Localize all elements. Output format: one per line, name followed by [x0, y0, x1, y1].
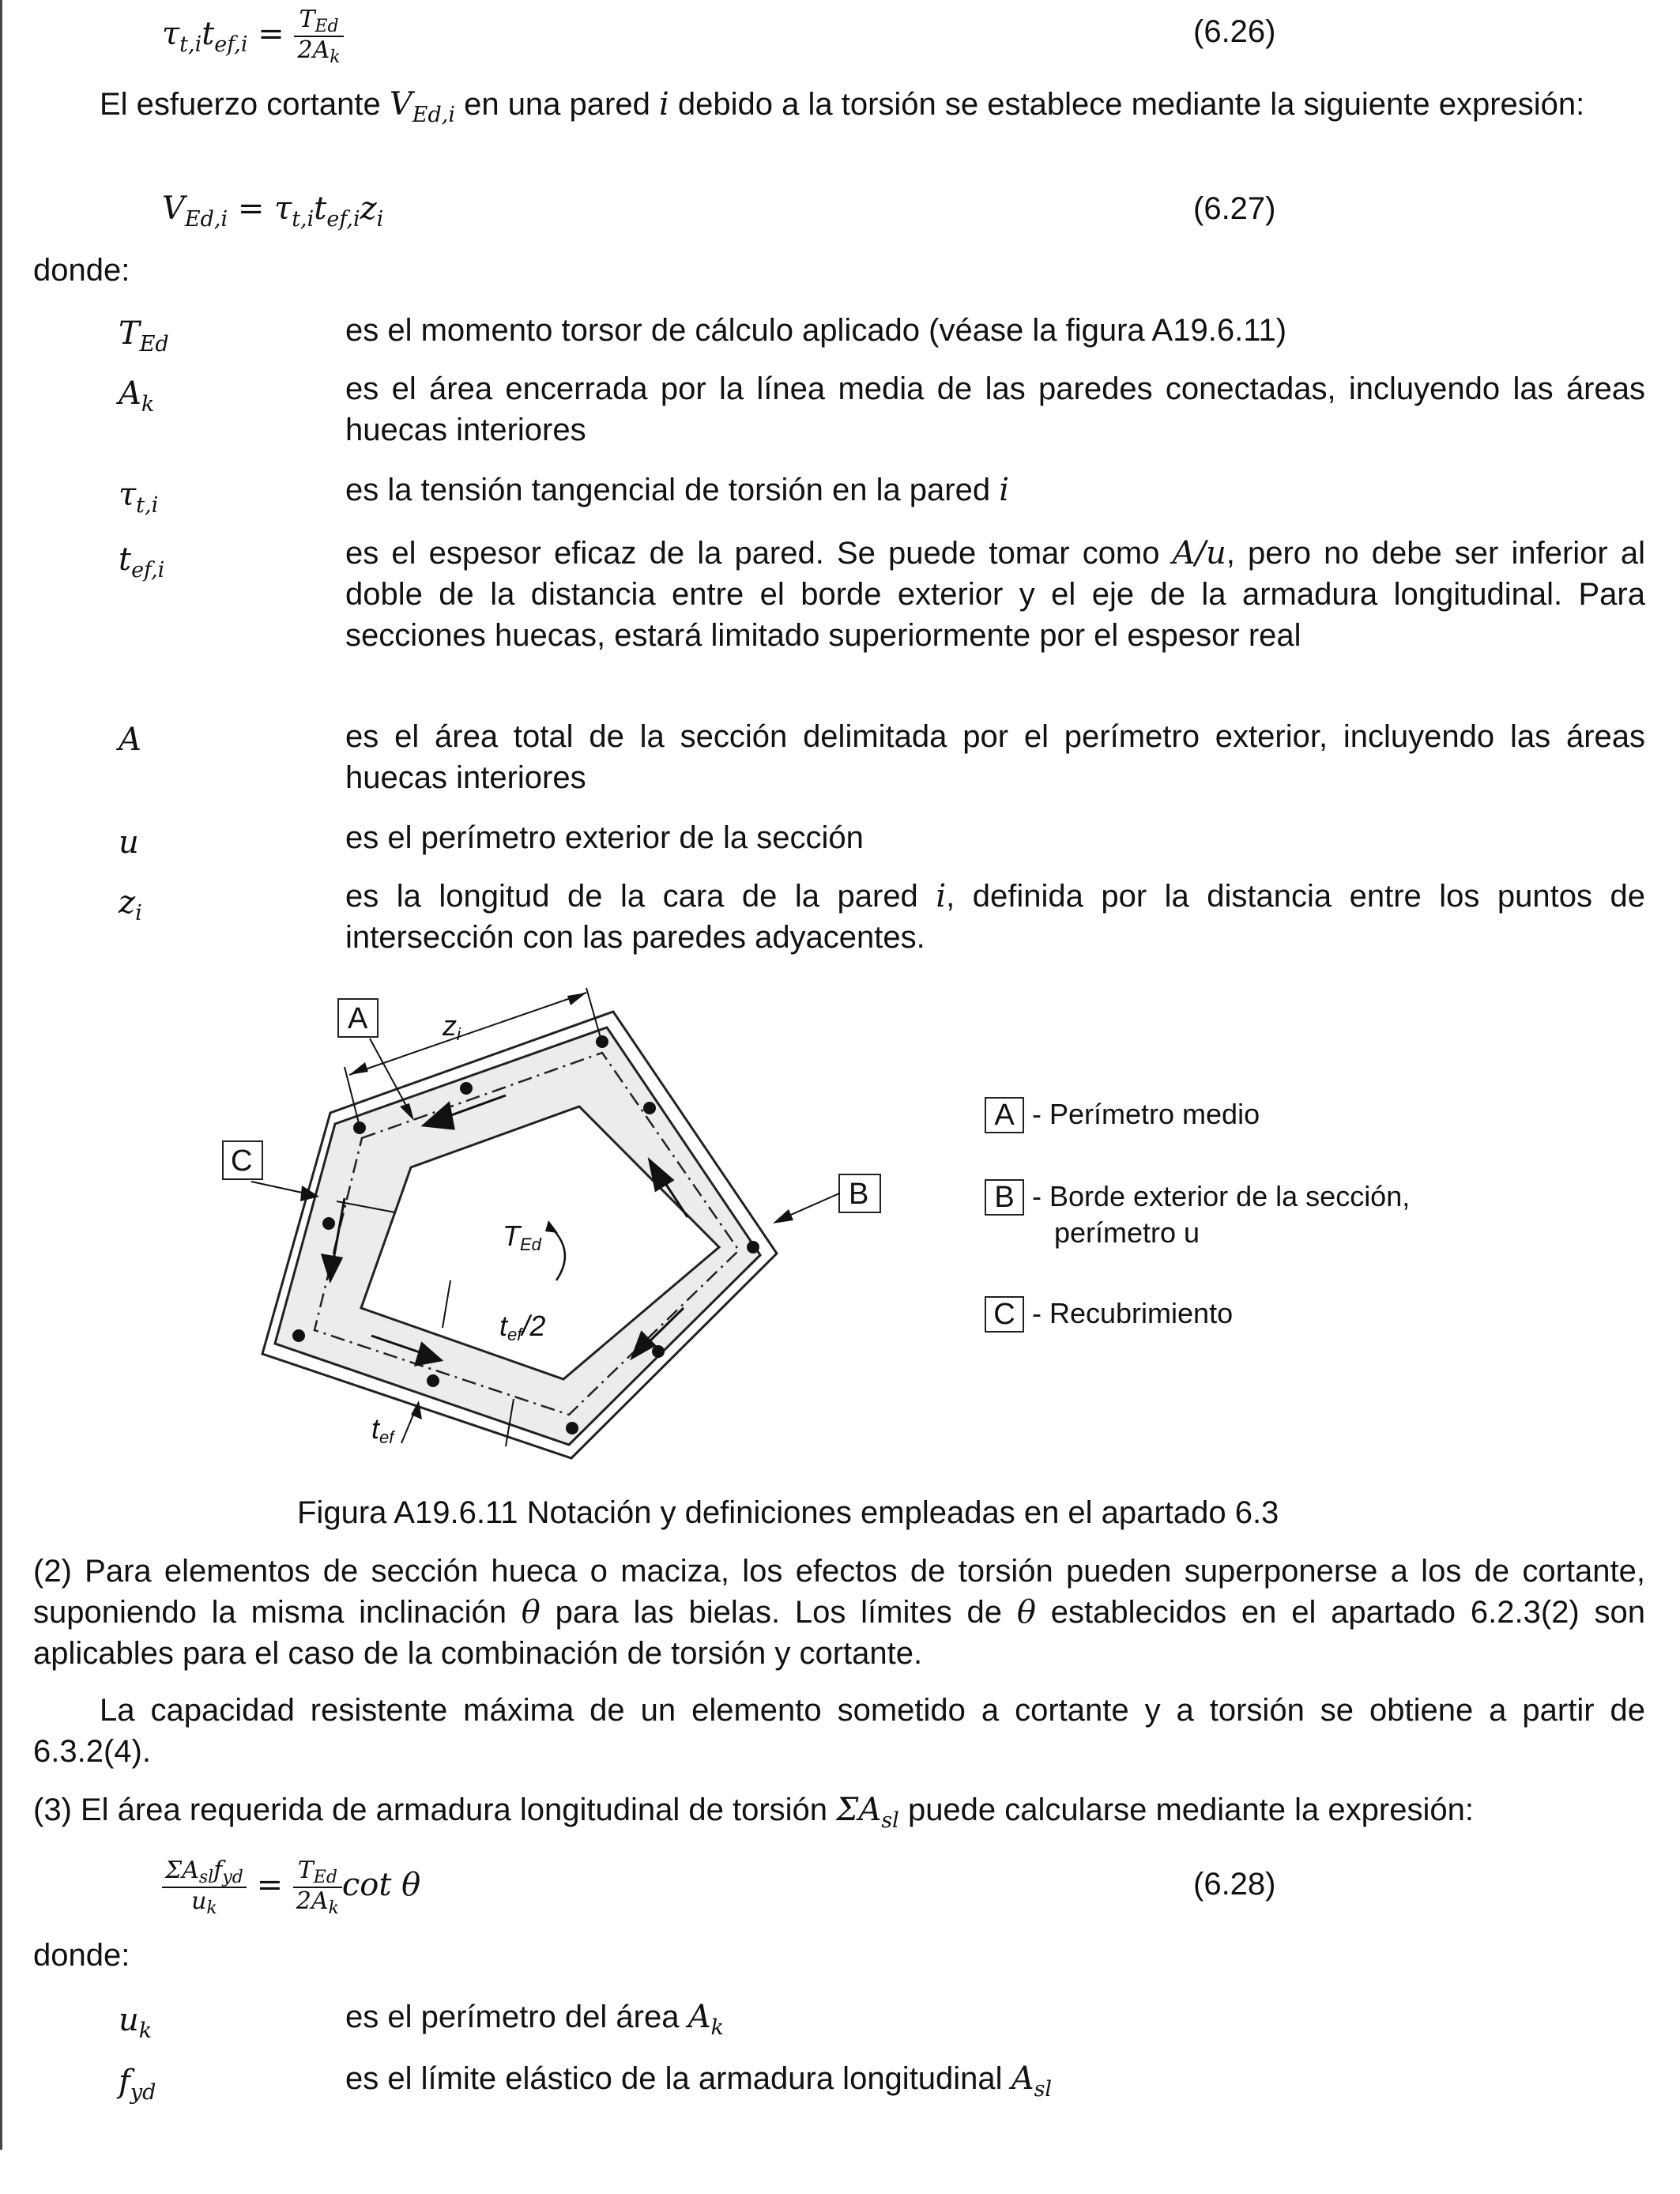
- zi-arrow-right: [567, 993, 586, 1005]
- label-c: C: [231, 1144, 253, 1178]
- definition-u-k: es el perímetro del área $A_k$: [345, 1999, 724, 2040]
- legend-item-c: C - Recubrimiento: [985, 1296, 1233, 1333]
- donde-label: donde:: [33, 253, 130, 288]
- donde-label: donde:: [33, 1938, 130, 1973]
- symbol-u: u: [119, 824, 139, 861]
- symbol-A: A: [119, 722, 141, 758]
- equation-6-26: $\tau_{t,i}t_{ef,i}$ = $\frac{T_{Ed}}{2A_k}$: [162, 0, 344, 68]
- definition-z-i: es la longitud de la cara de la pared i, definida por la distancia entre los puntos de intersección con las paredes adyacentes.: [345, 878, 1645, 955]
- legend-item-b-line2: perímetro u: [1054, 1216, 1200, 1249]
- symbol-f-yd: $f_{yd}$: [119, 2064, 156, 2105]
- torsion-arrowhead: [545, 1220, 558, 1233]
- label-b: B: [849, 1178, 869, 1211]
- figure-caption: Figura A19.6.11 Notación y definiciones empleadas en el apartado 6.3: [297, 1495, 1279, 1530]
- label-b-arrow: [773, 1209, 793, 1223]
- fraction: $\frac{T_{Ed}}{2A_k}$: [294, 6, 343, 66]
- tef-half-tick: [443, 1280, 450, 1328]
- paragraph-superposition: (2) Para elementos de sección hueca o maciza, los efectos de torsión pueden superponerse a los de cortante, suponiendo la misma inclinación θ para las bielas. Los límites de θ establecidos en el apartado 6.2.3(2) son aplicables para el caso de la combinación de torsión y cortante.: [33, 1554, 1645, 1671]
- equation-number: (6.27): [1193, 191, 1276, 226]
- paragraph-capacity: La capacidad resistente máxima de un elemento sometido a cortante y a torsión se obtiene a partir de 6.3.2(4).: [33, 1693, 1645, 1769]
- ted-label: TEd: [503, 1220, 541, 1254]
- equation-number: (6.26): [1193, 14, 1276, 49]
- paragraph-longitudinal-reinforcement: (3) El área requerida de armadura longitudinal de torsión $\Sigma A_{sl}$ puede calcularse mediante la expresión:: [33, 1792, 1474, 1833]
- definition-A-k: es el área encerrada por la línea media de las paredes conectadas, incluyendo las áreas huecas interiores: [345, 371, 1645, 447]
- definition-u: es el perímetro exterior de la sección: [345, 820, 864, 855]
- zi-label: zi: [443, 1009, 461, 1044]
- symbol-t-ef-i: $t_{ef,i}$: [119, 541, 165, 582]
- legend-item-b: B - Borde exterior de la sección,: [985, 1179, 1410, 1216]
- definition-tau-t-i: es la tensión tangencial de torsión en la pared i: [345, 472, 1010, 508]
- equation-number: (6.28): [1193, 1867, 1276, 1902]
- symbol-z-i: $z_i$: [119, 884, 142, 925]
- equation-6-27: $V_{Ed,i} = \tau_{t,i}t_{ef,i}z_i$: [162, 190, 384, 232]
- symbol-tau-t-i: $\tau_{t,i}$: [119, 477, 159, 518]
- torsion-moment-arc: [548, 1225, 565, 1280]
- definition-t-ef-i: es el espesor eficaz de la pared. Se puede tomar como A/u, pero no debe ser inferior al doble de la distancia entre el borde exterior y el eje de la armadura longitudinal. Para secciones huecas, estará limitado superiormente por el espesor real: [345, 535, 1645, 653]
- definition-T-Ed: es el momento torsor de cálculo aplicado (véase la figura A19.6.11): [345, 313, 1287, 348]
- definition-f-yd: es el límite elástico de la armadura longitudinal $A_{sl}$: [345, 2060, 1053, 2102]
- tef-half-label: tef/2: [499, 1310, 546, 1344]
- paragraph-shear-force: El esfuerzo cortante $V_{Ed,i}$ en una pared i debido a la torsión se establece mediante la siguiente expresión:: [100, 86, 1585, 127]
- fraction: $\frac{\Sigma A_{sl}f_{yd}}{u_k}$: [162, 1857, 247, 1917]
- fraction: $\frac{T_{Ed}}{2A_k}$: [293, 1857, 342, 1917]
- symbol-A-k: $A_k$: [119, 375, 155, 417]
- symbol-T-Ed: $T_{Ed}$: [119, 315, 169, 356]
- label-a: A: [348, 1002, 368, 1035]
- definition-A: es el área total de la sección delimitada por el perímetro exterior, incluyendo las áreas huecas interiores: [345, 719, 1645, 795]
- tef-label: tef: [371, 1412, 394, 1447]
- legend-item-a: A - Perímetro medio: [985, 1097, 1260, 1133]
- zi-arrow-left: [349, 1062, 368, 1075]
- symbol-u-k: $u_k$: [119, 2002, 153, 2043]
- equation-6-28: $\frac{\Sigma A_{sl}f_{yd}}{u_k}$ = $\frac{T_{Ed}}{2A_k}$ cot θ: [162, 1849, 420, 1921]
